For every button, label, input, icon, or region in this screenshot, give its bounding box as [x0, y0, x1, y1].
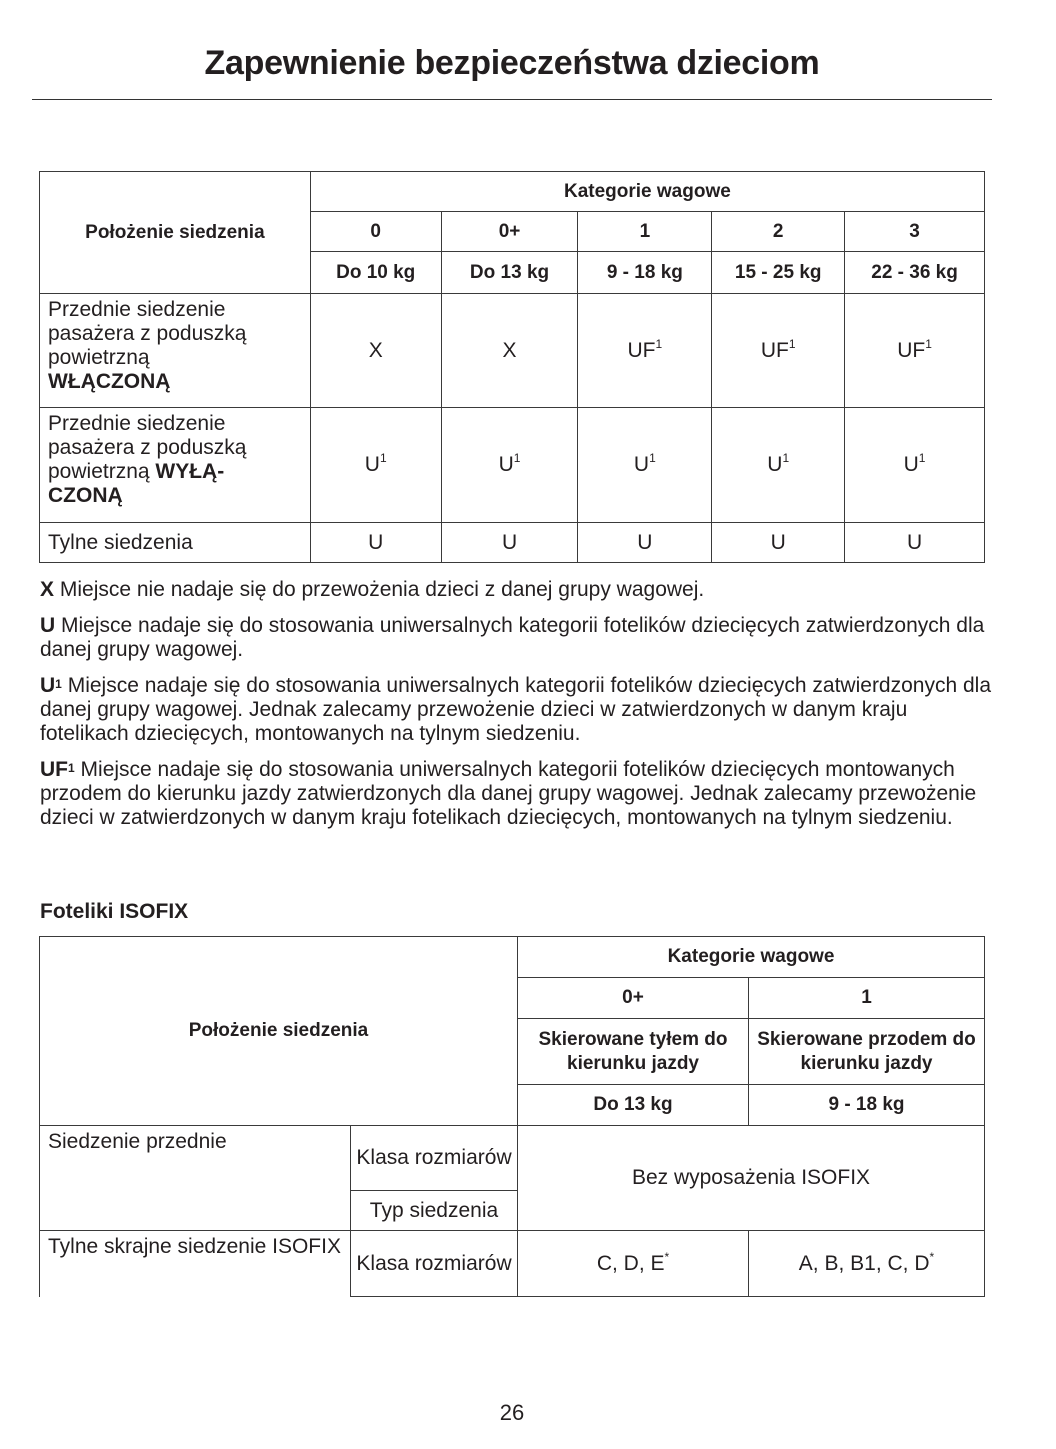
row-label-text: Przednie siedzenie pasażera z poduszką powietrzną	[48, 412, 247, 483]
isofix-heading: Foteliki ISOFIX	[40, 900, 189, 923]
group-header: 0+	[441, 212, 578, 252]
cell-value: $U^1$	[441, 408, 578, 523]
group-header: 1	[749, 978, 985, 1019]
cell-value: U	[310, 523, 441, 563]
cell-value: A, B, B1, C, D*	[749, 1231, 985, 1297]
weight-header: Do 10 kg	[310, 252, 441, 294]
row-label	[40, 523, 311, 563]
legend-text: Miejsce nie nadaje się do przewożenia dzieci z danej grupy wagowej.	[59, 578, 705, 601]
legend-key: U	[40, 614, 56, 637]
row-label	[40, 294, 311, 408]
cell-value: $U^1$	[310, 408, 441, 523]
legend-key: $U^1$	[40, 674, 62, 697]
table-row	[40, 523, 985, 563]
page-number: 26	[499, 1400, 525, 1425]
group-header: 0+	[518, 978, 749, 1019]
cell-value: U	[845, 523, 985, 563]
cell-value: X	[310, 294, 441, 408]
cell-value: U	[712, 523, 845, 563]
group-header: 3	[845, 212, 985, 252]
row-label-emphasis: WŁĄCZONĄ	[48, 370, 171, 393]
weight-header: Do 13 kg	[441, 252, 578, 294]
cell-value: $UF^1$	[845, 294, 985, 408]
legend-key: X	[40, 578, 55, 601]
legend-text: Miejsce nadaje się do stosowania uniwersalnych kategorii fotelików dziecięcych zatwierdzonych dla danej grupy wagowej.	[40, 614, 985, 661]
orientation-header: Skierowane przodem do kierunku jazdy	[749, 1019, 985, 1085]
group-header: 0	[310, 212, 441, 252]
legend-u	[40, 614, 1000, 662]
cell-value: $UF^1$	[578, 294, 712, 408]
row-label: Siedzenie przednie	[40, 1126, 351, 1231]
row-label	[40, 408, 311, 523]
row-label-text: Tylne siedzenia	[48, 530, 193, 554]
weight-header: 22 - 36 kg	[845, 252, 985, 294]
weight-header: Do 13 kg	[518, 1085, 749, 1126]
cell-value: $U^1$	[845, 408, 985, 523]
table-row	[40, 1126, 985, 1191]
table-row	[40, 294, 985, 408]
legend-key: $UF^1$	[40, 758, 75, 781]
group-header: 1	[578, 212, 712, 252]
row-label: Tylne skrajne siedzenie ISOFIX	[40, 1231, 351, 1297]
row-label-emphasis: WYŁĄ- CZONĄ	[48, 460, 225, 507]
legend-text: Miejsce nadaje się do stosowania uniwersalnych kategorii fotelików dziecięcych montowanych przodem do kierunku jazdy zatwierdzonych dla danej grupy wagowej. Jednak zalecamy przewożenie dzieci w zatwierdzonych w danym kraju fotelikach dziecięcych, montowanych na tylnym siedzeniu.	[40, 758, 977, 829]
seat-suitability-table	[39, 171, 985, 563]
legend-x	[40, 578, 1000, 602]
weight-header: 15 - 25 kg	[712, 252, 845, 294]
isofix-table	[39, 936, 985, 1297]
cell-value: $U^1$	[712, 408, 845, 523]
row-label-text: Przednie siedzenie pasażera z poduszką powietrzną	[48, 298, 247, 369]
size-class-label: Klasa rozmiarów	[351, 1231, 518, 1297]
position-header: Położenie siedzenia	[40, 172, 311, 294]
table-row	[40, 1231, 985, 1297]
size-class-label: Klasa rozmiarów	[351, 1126, 518, 1191]
legend-u1	[40, 674, 1000, 746]
title-divider	[32, 99, 992, 100]
cell-value: $U^1$	[578, 408, 712, 523]
position-header: Położenie siedzenia	[40, 937, 518, 1126]
weight-categories-header: Kategorie wagowe	[518, 937, 985, 978]
weight-categories-header: Kategorie wagowe	[310, 172, 984, 212]
orientation-header: Skierowane tyłem do kierunku jazdy	[518, 1019, 749, 1085]
weight-header: 9 - 18 kg	[749, 1085, 985, 1126]
cell-value: X	[441, 294, 578, 408]
cell-value: $UF^1$	[712, 294, 845, 408]
weight-header: 9 - 18 kg	[578, 252, 712, 294]
cell-value: U	[441, 523, 578, 563]
legend-text: Miejsce nadaje się do stosowania uniwersalnych kategorii fotelików dziecięcych zatwierdzonych dla danej grupy wagowej. Jednak zalecamy przewożenie dzieci w zatwierdzonych w danym kraju fotelikach dziecięcych, montowanych na tylnym siedzeniu.	[40, 674, 992, 745]
cell-value: Bez wyposażenia ISOFIX	[518, 1126, 985, 1231]
page-title: Zapewnienie bezpieczeństwa dzieciom	[204, 44, 820, 82]
table-row	[40, 408, 985, 523]
legend-uf1	[40, 758, 1000, 830]
cell-value: C, D, E*	[518, 1231, 749, 1297]
cell-value: U	[578, 523, 712, 563]
group-header: 2	[712, 212, 845, 252]
seat-type-label: Typ siedzenia	[351, 1191, 518, 1231]
